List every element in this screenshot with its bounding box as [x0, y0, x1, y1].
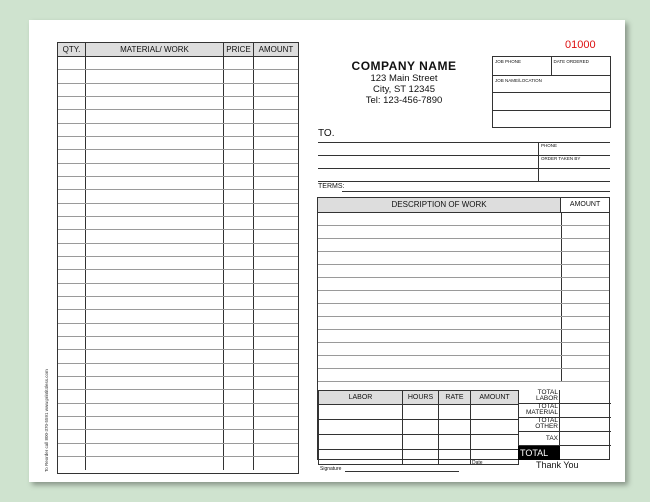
material-cell[interactable] [86, 284, 224, 296]
material-cell[interactable] [58, 177, 86, 189]
total-labor-label: TOTAL LABOR [518, 390, 560, 403]
material-cell[interactable] [254, 177, 298, 189]
material-cell[interactable] [224, 137, 254, 149]
material-cell[interactable] [86, 350, 224, 362]
material-cell[interactable] [224, 150, 254, 162]
material-cell[interactable] [58, 337, 86, 349]
labor-cell[interactable] [439, 405, 471, 419]
material-row[interactable] [58, 390, 298, 403]
material-cell[interactable] [58, 217, 86, 229]
material-cell[interactable] [254, 217, 298, 229]
material-cell[interactable] [254, 324, 298, 336]
material-cell[interactable] [86, 164, 224, 176]
material-cell[interactable] [224, 310, 254, 322]
material-row[interactable] [58, 124, 298, 137]
total-material-label: TOTAL MATERIAL [518, 404, 560, 417]
reorder-text: To Reorder call 800-370-5591 www.printit4less.com [44, 369, 49, 472]
material-cell[interactable] [224, 230, 254, 242]
material-row[interactable] [58, 230, 298, 243]
material-cell[interactable] [254, 150, 298, 162]
material-row[interactable] [58, 270, 298, 283]
material-cell[interactable] [86, 190, 224, 202]
material-row[interactable] [58, 84, 298, 97]
material-cell[interactable] [224, 284, 254, 296]
material-cell[interactable] [58, 57, 86, 69]
description-row[interactable] [318, 304, 609, 317]
material-cell[interactable] [224, 324, 254, 336]
material-cell[interactable] [254, 244, 298, 256]
material-row[interactable] [58, 190, 298, 203]
material-cell[interactable] [58, 190, 86, 202]
material-row[interactable] [58, 404, 298, 417]
material-cell[interactable] [224, 70, 254, 82]
description-row[interactable] [318, 330, 609, 343]
description-row[interactable] [318, 226, 609, 239]
thank-you-text: Thank You [536, 460, 579, 470]
labor-cell[interactable] [319, 450, 403, 464]
description-cell[interactable] [318, 278, 562, 290]
material-table [57, 42, 299, 474]
material-row[interactable] [58, 337, 298, 350]
signature-label: Signature [320, 466, 342, 472]
material-row[interactable] [58, 177, 298, 190]
material-cell[interactable] [254, 270, 298, 282]
material-cell[interactable] [224, 270, 254, 282]
material-row[interactable] [58, 310, 298, 323]
signature-line[interactable] [345, 471, 459, 472]
labor-cell[interactable] [319, 420, 403, 434]
material-cell[interactable] [254, 110, 298, 122]
material-cell[interactable] [254, 190, 298, 202]
description-row[interactable] [318, 317, 609, 330]
labor-table [318, 390, 519, 465]
description-cell[interactable] [318, 239, 562, 251]
material-cell[interactable] [254, 337, 298, 349]
labor-row[interactable] [319, 435, 519, 450]
material-cell[interactable] [86, 444, 224, 456]
material-cell[interactable] [86, 257, 224, 269]
to-divider [538, 142, 539, 181]
to-label: TO. [318, 128, 335, 139]
material-cell[interactable] [58, 84, 86, 96]
labor-cell[interactable] [439, 420, 471, 434]
description-row[interactable] [318, 213, 609, 226]
job-phone-field[interactable]: JOB PHONE [493, 57, 552, 75]
material-row[interactable] [58, 164, 298, 177]
material-cell[interactable] [254, 137, 298, 149]
material-cell[interactable] [254, 430, 298, 442]
material-row[interactable] [58, 297, 298, 310]
material-cell[interactable] [86, 364, 224, 376]
company-block [318, 59, 490, 106]
material-cell[interactable] [86, 324, 224, 336]
material-cell[interactable] [86, 417, 224, 429]
material-cell[interactable] [58, 110, 86, 122]
date-label: Date [472, 460, 483, 466]
material-row[interactable] [58, 324, 298, 337]
hours-header: HOURS [403, 391, 439, 404]
material-cell[interactable] [86, 270, 224, 282]
material-cell[interactable] [58, 377, 86, 389]
totals-block [518, 390, 611, 460]
rate-header: RATE [439, 391, 471, 404]
material-cell[interactable] [86, 404, 224, 416]
company-city: City, ST 12345 [373, 84, 435, 95]
material-cell[interactable] [86, 377, 224, 389]
labor-cell[interactable] [403, 420, 439, 434]
material-cell[interactable] [224, 204, 254, 216]
material-cell[interactable] [224, 337, 254, 349]
job-name-location-field[interactable]: JOB NAME/LOCATION [493, 76, 610, 93]
labor-cell[interactable] [319, 435, 403, 449]
description-cell[interactable] [318, 226, 562, 238]
invoice-number: 01000 [565, 39, 596, 51]
material-cell[interactable] [58, 390, 86, 402]
material-row[interactable] [58, 217, 298, 230]
description-cell[interactable] [318, 330, 562, 342]
material-cell[interactable] [224, 124, 254, 136]
material-cell[interactable] [254, 70, 298, 82]
material-cell[interactable] [224, 430, 254, 442]
material-header: MATERIAL/ WORK [86, 43, 224, 56]
material-cell[interactable] [86, 430, 224, 442]
material-row[interactable] [58, 97, 298, 110]
material-cell[interactable] [58, 324, 86, 336]
material-cell[interactable] [254, 417, 298, 429]
material-cell[interactable] [86, 230, 224, 242]
material-cell[interactable] [86, 57, 224, 69]
labor-row[interactable] [319, 450, 519, 465]
material-row[interactable] [58, 70, 298, 83]
material-cell[interactable] [254, 297, 298, 309]
material-row[interactable] [58, 244, 298, 257]
material-cell[interactable] [58, 364, 86, 376]
material-cell[interactable] [224, 457, 254, 470]
material-cell[interactable] [254, 204, 298, 216]
labor-cell[interactable] [319, 405, 403, 419]
material-cell[interactable] [224, 390, 254, 402]
material-cell[interactable] [224, 97, 254, 109]
material-cell[interactable] [58, 150, 86, 162]
material-cell[interactable] [254, 350, 298, 362]
material-cell[interactable] [58, 244, 86, 256]
qty-header: QTY. [58, 43, 86, 56]
labor-header: LABOR [319, 391, 403, 404]
material-cell[interactable] [58, 137, 86, 149]
material-row[interactable] [58, 364, 298, 377]
material-cell[interactable] [86, 337, 224, 349]
material-row[interactable] [58, 204, 298, 217]
material-cell[interactable] [224, 297, 254, 309]
material-cell[interactable] [254, 97, 298, 109]
job-line-2[interactable] [493, 93, 610, 111]
description-header: DESCRIPTION OF WORK [318, 198, 561, 212]
material-cell[interactable] [224, 110, 254, 122]
material-cell[interactable] [58, 350, 86, 362]
date-ordered-field[interactable]: DATE ORDERED [553, 59, 589, 64]
material-cell[interactable] [254, 124, 298, 136]
company-phone: Tel: 123-456-7890 [365, 95, 443, 106]
material-cell[interactable] [58, 270, 86, 282]
labor-cell[interactable] [439, 435, 471, 449]
description-cell[interactable] [318, 343, 562, 355]
material-cell[interactable] [254, 57, 298, 69]
description-row[interactable] [318, 356, 609, 369]
material-row[interactable] [58, 150, 298, 163]
description-cell[interactable] [318, 304, 562, 316]
material-cell[interactable] [224, 177, 254, 189]
material-cell[interactable] [86, 204, 224, 216]
material-cell[interactable] [86, 297, 224, 309]
material-cell[interactable] [254, 84, 298, 96]
material-cell[interactable] [224, 57, 254, 69]
labor-cell[interactable] [403, 405, 439, 419]
material-row[interactable] [58, 444, 298, 457]
material-row[interactable] [58, 417, 298, 430]
total-material-value[interactable] [560, 404, 611, 417]
material-cell[interactable] [86, 310, 224, 322]
description-cell[interactable] [318, 252, 562, 264]
phone-label: PHONE [541, 143, 558, 148]
material-cell[interactable] [58, 124, 86, 136]
material-cell[interactable] [224, 444, 254, 456]
material-cell[interactable] [86, 70, 224, 82]
material-cell[interactable] [254, 257, 298, 269]
material-cell[interactable] [58, 164, 86, 176]
material-cell[interactable] [86, 150, 224, 162]
material-cell[interactable] [254, 230, 298, 242]
labor-cell[interactable] [439, 450, 471, 464]
job-info-box [492, 56, 611, 128]
material-cell[interactable] [86, 457, 224, 470]
material-cell[interactable] [254, 457, 298, 470]
material-cell[interactable] [86, 390, 224, 402]
material-cell[interactable] [254, 164, 298, 176]
material-cell[interactable] [58, 404, 86, 416]
material-cell[interactable] [58, 230, 86, 242]
labor-cell[interactable] [471, 435, 519, 449]
terms-line[interactable] [342, 191, 610, 192]
material-cell[interactable] [224, 350, 254, 362]
labor-cell[interactable] [471, 420, 519, 434]
material-cell[interactable] [58, 310, 86, 322]
material-row[interactable] [58, 377, 298, 390]
material-cell[interactable] [224, 164, 254, 176]
material-row[interactable] [58, 110, 298, 123]
material-cell[interactable] [58, 430, 86, 442]
labor-cell[interactable] [471, 405, 519, 419]
description-cell[interactable] [318, 265, 562, 277]
total-label: TOTAL [518, 446, 560, 460]
material-cell[interactable] [254, 404, 298, 416]
material-row[interactable] [58, 257, 298, 270]
material-cell[interactable] [224, 257, 254, 269]
material-cell[interactable] [86, 84, 224, 96]
description-cell[interactable] [318, 291, 562, 303]
material-cell[interactable] [58, 204, 86, 216]
material-cell[interactable] [58, 444, 86, 456]
tax-label: TAX [518, 432, 560, 445]
material-row[interactable] [58, 457, 298, 470]
material-cell[interactable] [224, 84, 254, 96]
material-row[interactable] [58, 430, 298, 443]
desc-amount-header: AMOUNT [569, 201, 601, 208]
material-cell[interactable] [224, 417, 254, 429]
to-line-4[interactable] [318, 181, 610, 182]
material-cell[interactable] [86, 124, 224, 136]
material-cell[interactable] [224, 404, 254, 416]
material-cell[interactable] [224, 190, 254, 202]
material-cell[interactable] [254, 377, 298, 389]
amount-header: AMOUNT [258, 45, 294, 54]
to-line-1[interactable] [318, 142, 610, 143]
material-cell[interactable] [254, 364, 298, 376]
material-cell[interactable] [58, 417, 86, 429]
labor-cell[interactable] [403, 450, 439, 464]
description-row[interactable] [318, 278, 609, 291]
labor-row[interactable] [319, 405, 519, 420]
material-cell[interactable] [86, 244, 224, 256]
description-cell[interactable] [318, 317, 562, 329]
description-row[interactable] [318, 252, 609, 265]
material-cell[interactable] [86, 97, 224, 109]
labor-row[interactable] [319, 420, 519, 435]
description-cell[interactable] [318, 213, 562, 225]
material-cell[interactable] [254, 390, 298, 402]
material-cell[interactable] [254, 444, 298, 456]
material-cell[interactable] [254, 284, 298, 296]
material-cell[interactable] [86, 137, 224, 149]
total-other-value[interactable] [560, 418, 611, 431]
order-taken-by-label: ORDER TAKEN BY [541, 156, 581, 161]
material-cell[interactable] [224, 217, 254, 229]
material-cell[interactable] [86, 177, 224, 189]
total-other-label: TOTAL OTHER [518, 418, 560, 431]
labor-cell[interactable] [403, 435, 439, 449]
material-row[interactable] [58, 350, 298, 363]
total-labor-value[interactable] [560, 390, 611, 403]
material-row[interactable] [58, 137, 298, 150]
company-name: COMPANY NAME [351, 59, 457, 73]
description-cell[interactable] [318, 369, 562, 381]
price-header: PRICE [224, 43, 254, 56]
material-cell[interactable] [224, 244, 254, 256]
description-row[interactable] [318, 291, 609, 304]
description-row[interactable] [318, 343, 609, 356]
material-cell[interactable] [224, 377, 254, 389]
material-cell[interactable] [224, 364, 254, 376]
description-row[interactable] [318, 239, 609, 252]
material-cell[interactable] [58, 457, 86, 470]
description-row[interactable] [318, 265, 609, 278]
terms-label: TERMS: [318, 183, 345, 190]
to-line-3[interactable] [318, 168, 610, 169]
material-cell[interactable] [254, 310, 298, 322]
material-cell[interactable] [86, 217, 224, 229]
material-cell[interactable] [58, 257, 86, 269]
material-row[interactable] [58, 57, 298, 70]
tax-value[interactable] [560, 432, 611, 445]
material-cell[interactable] [58, 70, 86, 82]
material-cell[interactable] [58, 97, 86, 109]
material-cell[interactable] [58, 284, 86, 296]
material-table-header [58, 43, 298, 57]
description-cell[interactable] [318, 356, 562, 368]
description-row[interactable] [318, 369, 609, 382]
material-cell[interactable] [86, 110, 224, 122]
material-cell[interactable] [58, 297, 86, 309]
labor-amount-header: AMOUNT [471, 391, 519, 404]
material-row[interactable] [58, 284, 298, 297]
company-street: 123 Main Street [370, 73, 438, 84]
